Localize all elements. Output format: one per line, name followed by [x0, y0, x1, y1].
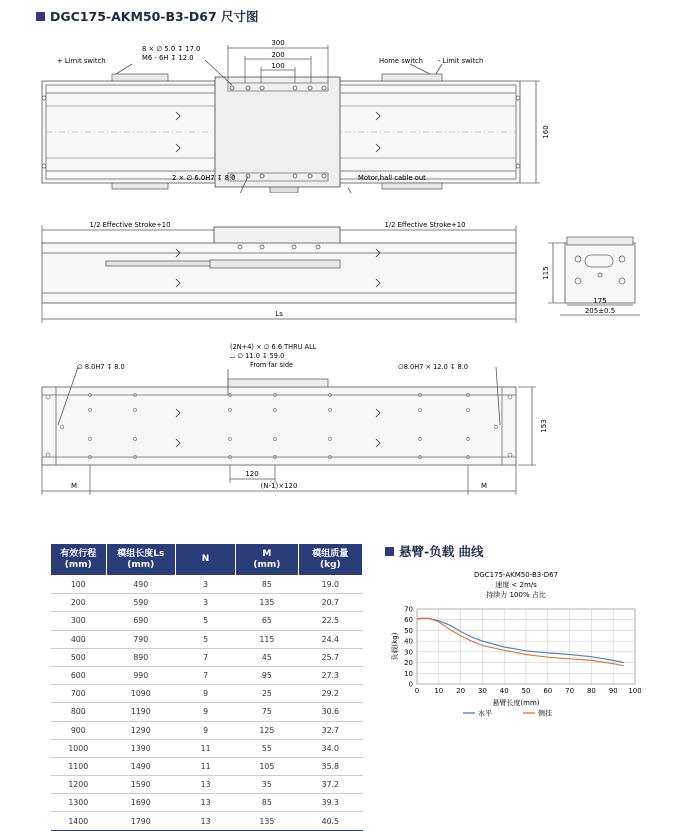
- table-cell: 30.6: [298, 703, 362, 721]
- chart-subtitle-force: 持续力 100% 占比: [486, 591, 546, 599]
- dim-153: 153: [540, 419, 548, 433]
- table-row: [51, 630, 363, 648]
- table-cell: 19.0: [298, 576, 362, 594]
- table-cell: 125: [236, 721, 299, 739]
- table-row: [51, 721, 363, 739]
- plus-limit-switch-label: + Limit switch: [57, 57, 106, 65]
- series-line-horizontal: [417, 618, 624, 663]
- table-cell: 13: [176, 794, 236, 812]
- table-cell: 20.7: [298, 594, 362, 612]
- table-cell: 75: [236, 703, 299, 721]
- table-cell: 1090: [106, 685, 176, 703]
- table-cell: 1300: [51, 794, 107, 812]
- table-cell: 1790: [106, 812, 176, 830]
- table-row: [51, 576, 363, 594]
- load-chart: [385, 565, 655, 725]
- table-cell: 790: [106, 630, 176, 648]
- side-view-drawing: [0, 215, 685, 325]
- table-row: [51, 794, 363, 812]
- hole-spec-2: M6 - 6H ↧ 12.0: [142, 54, 194, 62]
- table-cell: 800: [51, 703, 107, 721]
- table-cell: 39.3: [298, 794, 362, 812]
- table-row: [51, 594, 363, 612]
- table-cell: 85: [236, 794, 299, 812]
- table-cell: 600: [51, 666, 107, 684]
- table-cell: 200: [51, 594, 107, 612]
- table-cell: 1000: [51, 739, 107, 757]
- dim-205: 205±0.5: [584, 307, 616, 315]
- x-tick-label: 40: [499, 687, 509, 695]
- table-cell: 300: [51, 612, 107, 630]
- table-cell: 100: [51, 576, 107, 594]
- table-cell: 11: [176, 739, 236, 757]
- legend-label: 侧挂: [538, 709, 552, 718]
- dim-ls: Ls: [275, 310, 283, 318]
- y-tick-label: 50: [404, 626, 413, 635]
- y-tick-label: 70: [404, 605, 413, 614]
- x-tick-label: 30: [477, 687, 487, 695]
- dim-m-right: M: [480, 482, 488, 490]
- series-line-side: [417, 618, 624, 666]
- table-cell: 13: [176, 776, 236, 794]
- dim-100: 100: [271, 62, 285, 70]
- table-cell: 65: [236, 612, 299, 630]
- x-tick-label: 0: [414, 687, 420, 695]
- table-body: [51, 576, 363, 831]
- table-row: [51, 776, 363, 794]
- chart-title: DGC175-AKM50-B3-D67: [473, 571, 559, 579]
- pin-hole-spec: 2 × ∅ 6.0H7 ↧ 8.0: [172, 174, 236, 182]
- y-tick-label: 60: [404, 616, 413, 625]
- table-cell: 1290: [106, 721, 176, 739]
- table-cell: 690: [106, 612, 176, 630]
- table-cell: 45: [236, 648, 299, 666]
- table-row: [51, 648, 363, 666]
- x-tick-label: 100: [628, 687, 642, 695]
- y-tick-label: 20: [404, 659, 413, 668]
- table-cell: 400: [51, 630, 107, 648]
- table-cell: 24.4: [298, 630, 362, 648]
- table-row: [51, 612, 363, 630]
- table-cell: 1190: [106, 703, 176, 721]
- dim-300: 300: [271, 39, 285, 47]
- table-cell: 35.8: [298, 757, 362, 775]
- table-row: [51, 812, 363, 830]
- x-tick-label: 50: [521, 687, 531, 695]
- table-cell: 9: [176, 703, 236, 721]
- page-title: DGC175-AKM50-B3-D67 尺寸图: [36, 7, 259, 25]
- table-cell: 27.3: [298, 666, 362, 684]
- x-tick-label: 70: [565, 687, 575, 695]
- table-cell: 22.5: [298, 612, 362, 630]
- chart-section-title: 悬臂-负载 曲线: [385, 542, 484, 560]
- table-cell: 9: [176, 685, 236, 703]
- table-cell: 25: [236, 685, 299, 703]
- col-header: 模组长度Ls (mm): [106, 544, 176, 576]
- table-cell: 7: [176, 648, 236, 666]
- dim-120: 120: [245, 470, 259, 478]
- table-cell: 135: [236, 812, 299, 830]
- table-cell: 34.0: [298, 739, 362, 757]
- half-stroke-left: 1/2 Effective Stroke+10: [89, 221, 171, 229]
- counterbore-spec: ⌴ ∅ 11.0 ↧ 59.0: [230, 352, 285, 360]
- table-cell: 1490: [106, 757, 176, 775]
- table-cell: 1400: [51, 812, 107, 830]
- half-stroke-right: 1/2 Effective Stroke+10: [384, 221, 466, 229]
- x-tick-label: 90: [608, 687, 618, 695]
- table-row: [51, 757, 363, 775]
- spec-table: [50, 543, 363, 831]
- table-cell: 590: [106, 594, 176, 612]
- y-axis-label: 负载(kg): [391, 632, 399, 661]
- x-axis-label: 悬臂长度(mm): [492, 699, 540, 707]
- from-far-side-label: From far side: [250, 361, 294, 369]
- table-cell: 35: [236, 776, 299, 794]
- pin-right-spec: ∅8.0H7 × 12.0 ↧ 8.0: [398, 363, 468, 371]
- table-cell: 85: [236, 576, 299, 594]
- table-row: [51, 739, 363, 757]
- table-cell: 105: [236, 757, 299, 775]
- table-cell: 32.7: [298, 721, 362, 739]
- y-tick-label: 30: [404, 648, 413, 657]
- minus-limit-switch-label: - Limit switch: [438, 57, 484, 65]
- table-cell: 1590: [106, 776, 176, 794]
- table-cell: 7: [176, 666, 236, 684]
- table-row: [51, 685, 363, 703]
- dim-160: 160: [542, 125, 550, 139]
- table-cell: 1390: [106, 739, 176, 757]
- table-cell: 25.7: [298, 648, 362, 666]
- col-header: M (mm): [236, 544, 299, 576]
- table-cell: 700: [51, 685, 107, 703]
- col-header: 模组质量 (kg): [298, 544, 362, 576]
- table-cell: 95: [236, 666, 299, 684]
- x-tick-label: 80: [586, 687, 596, 695]
- table-cell: 11: [176, 757, 236, 775]
- table-cell: 900: [51, 721, 107, 739]
- col-header: 有效行程 (mm): [51, 544, 107, 576]
- table-cell: 1200: [51, 776, 107, 794]
- table-cell: 135: [236, 594, 299, 612]
- dim-pitch: (N-1)×120: [260, 482, 298, 490]
- table-cell: 5: [176, 630, 236, 648]
- bottom-view-drawing: [0, 335, 685, 500]
- thru-holes-spec: (2N+4) × ∅ 6.6 THRU ALL: [230, 343, 317, 351]
- home-switch-label: Home switch: [379, 57, 423, 65]
- chart-title-square-icon: [385, 547, 394, 556]
- table-cell: 13: [176, 812, 236, 830]
- pin-left-spec: ∅ 8.0H7 ↧ 8.0: [77, 363, 125, 371]
- dim-m-left: M: [70, 482, 78, 490]
- table-cell: 1100: [51, 757, 107, 775]
- table-row: [51, 703, 363, 721]
- legend-label: 水平: [478, 709, 492, 718]
- table-cell: 9: [176, 721, 236, 739]
- table-cell: 115: [236, 630, 299, 648]
- table-cell: 490: [106, 576, 176, 594]
- table-cell: 990: [106, 666, 176, 684]
- x-tick-label: 60: [543, 687, 553, 695]
- table-cell: 55: [236, 739, 299, 757]
- table-cell: 500: [51, 648, 107, 666]
- table-row: [51, 666, 363, 684]
- title-square-icon: [36, 12, 45, 21]
- table-cell: 890: [106, 648, 176, 666]
- y-tick-label: 40: [404, 637, 413, 646]
- table-header-row: [51, 544, 363, 576]
- table-cell: 37.2: [298, 776, 362, 794]
- dim-175: 175: [593, 297, 607, 305]
- dim-115: 115: [542, 266, 550, 280]
- table-cell: 1690: [106, 794, 176, 812]
- x-tick-label: 20: [456, 687, 466, 695]
- hole-spec-1: 8 × ∅ 5.0 ↧ 17.0: [142, 45, 201, 53]
- table-cell: 29.2: [298, 685, 362, 703]
- table-cell: 5: [176, 612, 236, 630]
- motor-cable-label: Motor,hall cable out: [358, 174, 426, 182]
- table-cell: 3: [176, 594, 236, 612]
- dim-200: 200: [271, 51, 285, 59]
- table-cell: 40.5: [298, 812, 362, 830]
- x-tick-label: 10: [434, 687, 444, 695]
- y-tick-label: 0: [408, 680, 413, 689]
- chart-subtitle-speed: 速度 < 2m/s: [495, 581, 537, 589]
- y-tick-label: 10: [404, 669, 413, 678]
- col-header: N: [176, 544, 236, 576]
- top-view-drawing: [0, 28, 685, 193]
- table-cell: 3: [176, 576, 236, 594]
